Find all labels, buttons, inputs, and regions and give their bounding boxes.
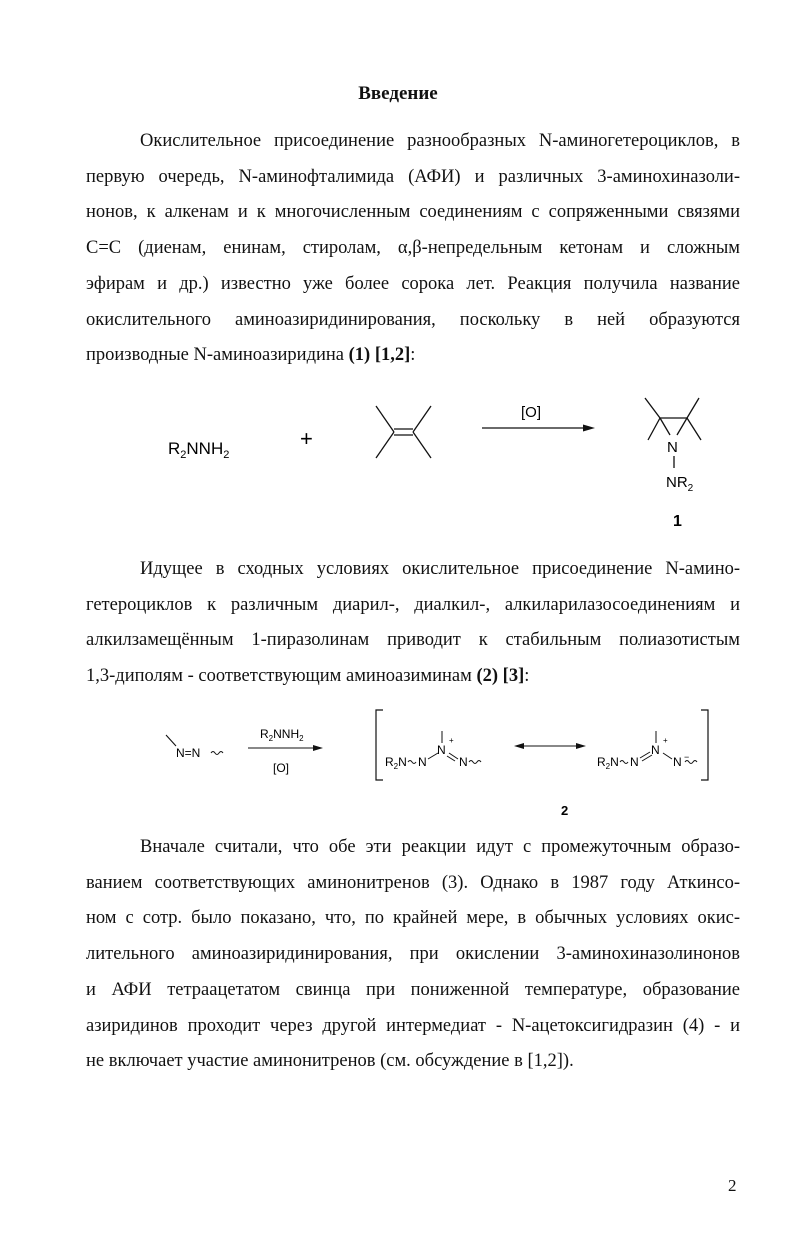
text-line: Идущее в сходных условиях окислительное присоединение N-амино- <box>140 559 740 579</box>
section-title: Введение <box>358 83 438 104</box>
reaction-arrow <box>482 425 595 432</box>
reaction-scheme-azimines <box>0 702 796 827</box>
line-text: 1,3-диполям - соответствующим аминоазиминам <box>86 666 477 687</box>
text-line: C=C (диенам, енинам, стиролам, α,β-непредельным кетонам и сложным <box>86 238 740 259</box>
svg-text:+: + <box>663 736 668 745</box>
svg-text:+: + <box>449 736 454 745</box>
text-line: окислительного аминоазиридинирования, поскольку в ней образуются <box>86 309 740 330</box>
citation: [1,2] <box>374 345 411 366</box>
svg-text:N: N <box>437 743 446 757</box>
text-line: и АФИ тетраацетатом свинца при пониженной температуре, образование <box>86 979 740 1000</box>
text-line: алкилзамещённым 1-пиразолинам приводит к стабильным полиазотистым <box>86 630 740 651</box>
aziridine-n-atom: N <box>667 439 678 456</box>
citation: [3] <box>502 666 525 687</box>
text-line: нонов, к алкенам и к многочисленным соединениям с сопряженными связями <box>86 202 740 223</box>
reagent-r2nnh2: $R_2NNH_2$ <box>260 727 304 743</box>
svg-text:R2N: $R_2N$ <box>597 755 619 771</box>
resonance-arrow <box>514 743 586 749</box>
page-number: 2 <box>728 1176 737 1195</box>
resonance-structure-right <box>597 731 697 771</box>
compound-label-2: 2 <box>561 803 569 818</box>
text-line: ванием соответствующих аминонитренов (3). Однако в 1987 году Аткинсо- <box>86 872 740 893</box>
svg-text:R2N: $R_2N$ <box>385 755 407 771</box>
svg-text:N: N <box>651 743 660 757</box>
text-line: Окислительное присоединение разнообразных N-аминогетероциклов, в <box>140 131 740 151</box>
paragraph-mechanism <box>86 830 740 1080</box>
svg-text:−: − <box>684 752 690 762</box>
svg-text:N=N: N=N <box>176 746 201 760</box>
reaction-scheme-aziridination <box>0 390 796 540</box>
line-end: : <box>410 345 416 366</box>
line-end: : <box>524 666 530 687</box>
svg-text:N: N <box>630 755 639 769</box>
text-line: азиридинов проходит через другой интермедиат - N-ацетоксигидразин (4) - и <box>86 1015 740 1036</box>
paragraph-azimines <box>86 552 740 695</box>
bracket-right <box>701 710 708 780</box>
text-line: Вначале считали, что обе эти реакции идут с промежуточным образо- <box>140 837 740 857</box>
plus-sign: + <box>300 426 313 451</box>
compound-ref: (2) <box>476 666 499 687</box>
svg-text:N: N <box>673 755 682 769</box>
line-text: производные N-аминоазиридина <box>86 345 349 366</box>
alkene-structure <box>376 406 431 458</box>
text-line: ном с сотр. было показано, что, по крайней мере, в обычных условиях окис- <box>86 908 740 929</box>
svg-text:N: N <box>418 755 427 769</box>
resonance-structure-left <box>385 731 481 771</box>
text-line: гетероциклов к различным диарил-, диалкил-, алкиларилазосоединениям и <box>86 594 740 615</box>
text-line: эфирам и др.) известно уже более сорока лет. Реакция получила название <box>86 273 740 294</box>
svg-text:N: N <box>459 755 468 769</box>
bracket-left <box>376 710 383 780</box>
compound-ref: (1) <box>348 345 371 366</box>
oxidant-label: [O] <box>273 761 290 775</box>
text-line: первую очередь, N-аминофталимида (АФИ) и различных 3-аминохиназоли- <box>86 166 740 187</box>
oxidant-label: [O] <box>521 404 542 421</box>
text-line-last <box>86 338 740 374</box>
nr2-group: $NR_2$ <box>666 474 694 494</box>
text-line-last <box>86 659 740 695</box>
paragraph-intro <box>86 124 740 374</box>
compound-label-1: 1 <box>673 513 682 530</box>
azo-compound <box>166 735 223 760</box>
reagent-r2nnh2: $R_2NNH_2$ <box>168 439 230 461</box>
reaction-arrow <box>248 745 323 751</box>
aziridine-structure <box>645 398 701 468</box>
text-line: лительного аминоазиридинирования, при окислении 3-аминохиназолинонов <box>86 944 740 965</box>
text-line: не включает участие аминонитренов (см. обсуждение в [1,2]). <box>86 1051 574 1072</box>
